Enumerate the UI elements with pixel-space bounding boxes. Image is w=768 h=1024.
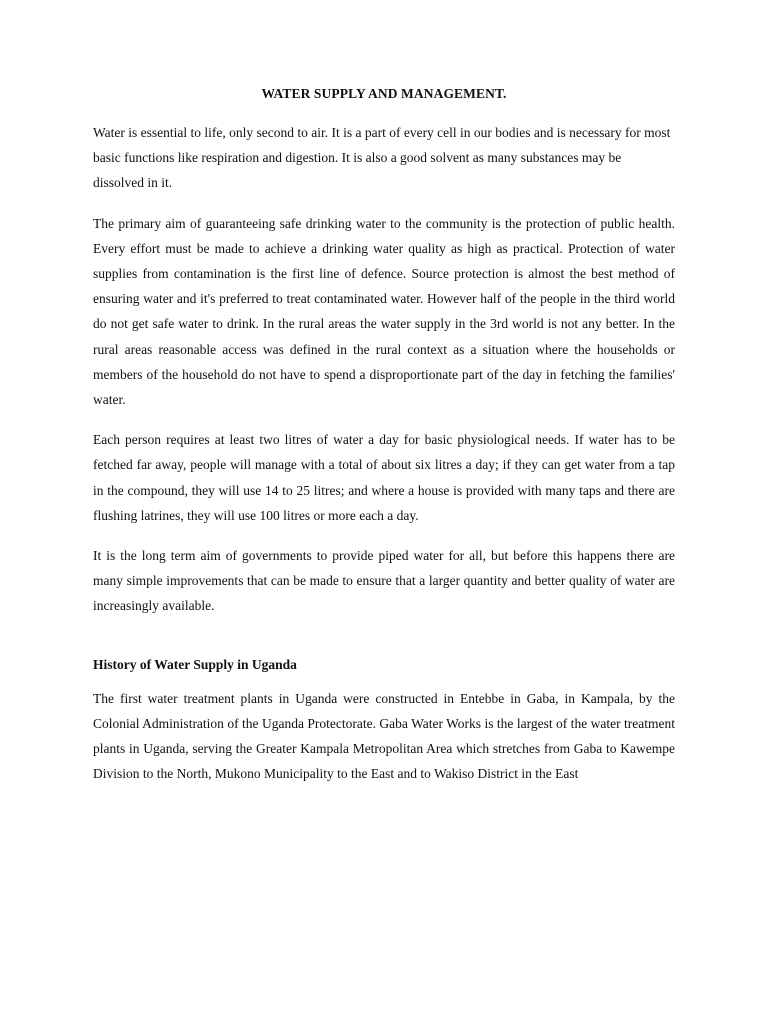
- paragraph-primary-aim: The primary aim of guaranteeing safe drinking water to the community is the protection of public health. Every effort must be made to achieve a drinking water quality as high as practical. Protection of water supplies from contamination is the first line of defence. Source protection is almost the best method of ensuring water and it's preferred to treat contaminated water. However half of the people in the third world do not get safe water to drink. In the rural areas the water supply in the 3rd world is not any better. In the rural areas reasonable access was defined in the rural context as a situation where the households or members of the household do not have to spend a disproportionate part of the day in fetching the families' water.: [93, 215, 675, 408]
- paragraph-intro: Water is essential to life, only second to air. It is a part of every cell in our bodies and is necessary for most basic functions like respiration and digestion. It is also a good solvent as many substances may be dissolved in it.: [93, 125, 671, 191]
- paragraph-history: The first water treatment plants in Uganda were constructed in Entebbe in Gaba, in Kampala, by the Colonial Administration of the Uganda Protectorate. Gaba Water Works is the largest of the water treatment plants in Uganda, serving the Greater Kampala Metropolitan Area which stretches from Gaba to Kawempe Division to the North, Mukono Municipality to the East and to Wakiso District in the East: [93, 690, 675, 782]
- paragraph-government-aim: It is the long term aim of governments to provide piped water for all, but before this happens there are many simple improvements that can be made to ensure that a larger quantity and better quality of water are increasingly available.: [93, 548, 675, 614]
- document-title: WATER SUPPLY AND MANAGEMENT.: [261, 86, 507, 101]
- section-heading: History of Water Supply in Uganda: [93, 656, 297, 672]
- paragraph-water-needs: Each person requires at least two litres of water a day for basic physiological needs. If water has to be fetched far away, people will manage with a total of about six litres a day; if they can get water from a tap in the compound, they will use 14 to 25 litres; and where a house is provided with many taps and there are flushing latrines, they will use 100 litres or more each a day.: [93, 432, 675, 523]
